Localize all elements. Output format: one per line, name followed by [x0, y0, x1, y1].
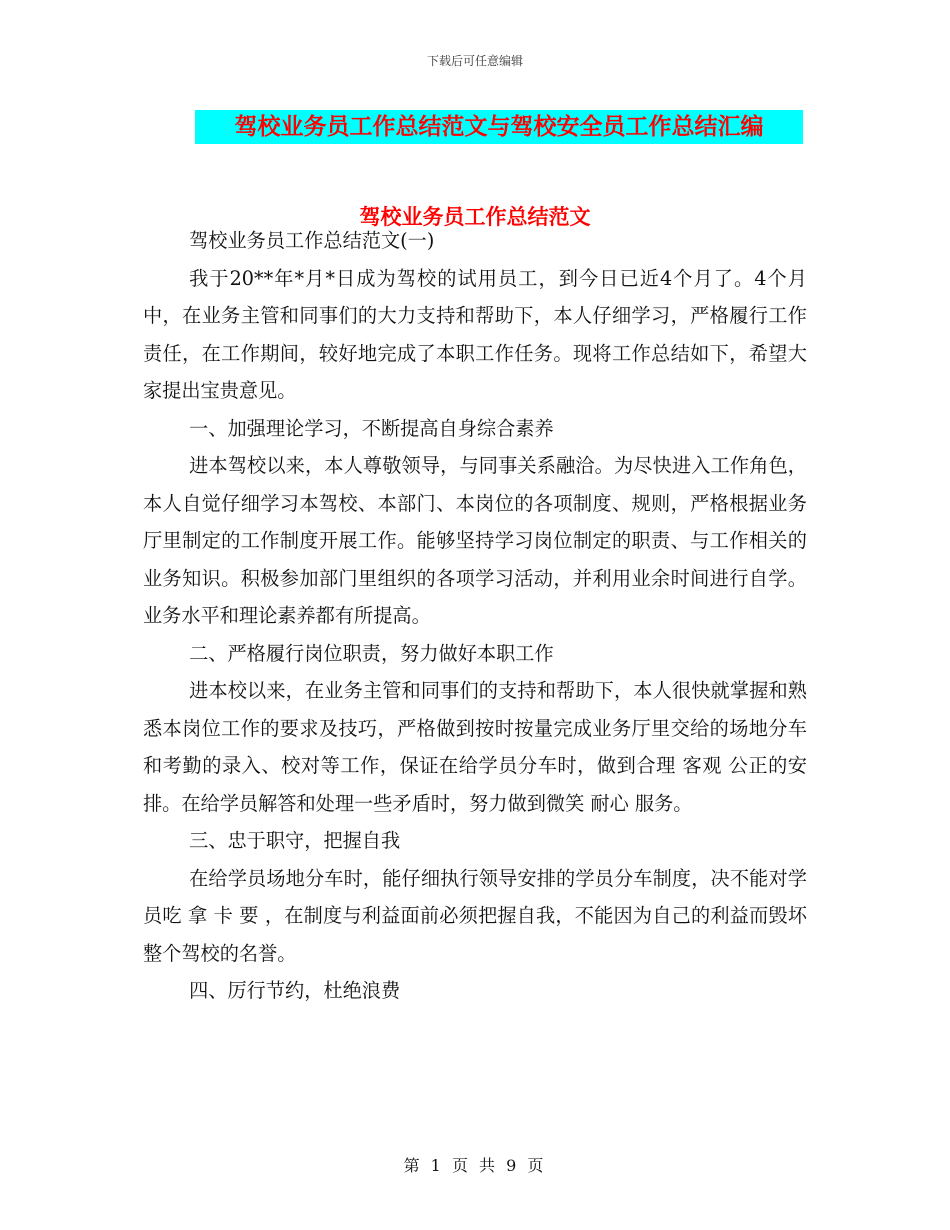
paragraph: 在给学员场地分车时，能仔细执行领导安排的学员分车制度，决不能对学员吃 拿 卡 要 ，在制度与利益面前必须把握自我，不能因为自己的利益而毁坏整个驾校的名誉。	[143, 866, 807, 965]
document-body	[143, 222, 807, 1010]
paragraph-heading: 四、厉行节约，杜绝浪费	[189, 979, 401, 1002]
header-note: 下载后可任意编辑	[426, 54, 523, 68]
paragraph: 我于20**年*月*日成为驾校的试用员工，到今日已近4个月了。4个月中，在业务主管和同事们的大力支持和帮助下，本人仔细学习，严格履行工作责任，在工作期间，较好地完成了本职工作任务。现将工作总结如下，希望大家提出宝贵意见。	[143, 266, 807, 402]
page-number-footer: 第 1 页 共 9 页	[403, 1156, 547, 1175]
main-title-highlight	[195, 110, 803, 144]
paragraph-heading: 三、忠于职守，把握自我	[189, 829, 401, 852]
paragraph-heading: 驾校业务员工作总结范文(一)	[189, 229, 435, 252]
section-title: 驾校业务员工作总结范文	[359, 205, 591, 229]
main-title: 驾校业务员工作总结范文与驾校安全员工作总结汇编	[234, 114, 764, 140]
paragraph: 进本驾校以来，本人尊敬领导，与同事关系融洽。为尽快进入工作角色，本人自觉仔细学习本驾校、本部门、本岗位的各项制度、规则，严格根据业务厅里制定的工作制度开展工作。能够坚持学习岗位制定的职责、与工作相关的业务知识。积极参加部门里组织的各项学习活动，并利用业余时间进行自学。业务水平和理论素养都有所提高。	[143, 454, 807, 627]
paragraph: 进本校以来，在业务主管和同事们的支持和帮助下，本人很快就掌握和熟悉本岗位工作的要求及技巧，严格做到按时按量完成业务厅里交给的场地分车和考勤的录入、校对等工作，保证在给学员分车时，做到合理 客观 公正的安排。在给学员解答和处理一些矛盾时，努力做到微笑 耐心 服务。	[143, 679, 807, 815]
paragraph-heading: 二、严格履行岗位职责，努力做好本职工作	[189, 641, 554, 665]
paragraph-heading: 一、加强理论学习，不断提高自身综合素养	[189, 416, 554, 440]
